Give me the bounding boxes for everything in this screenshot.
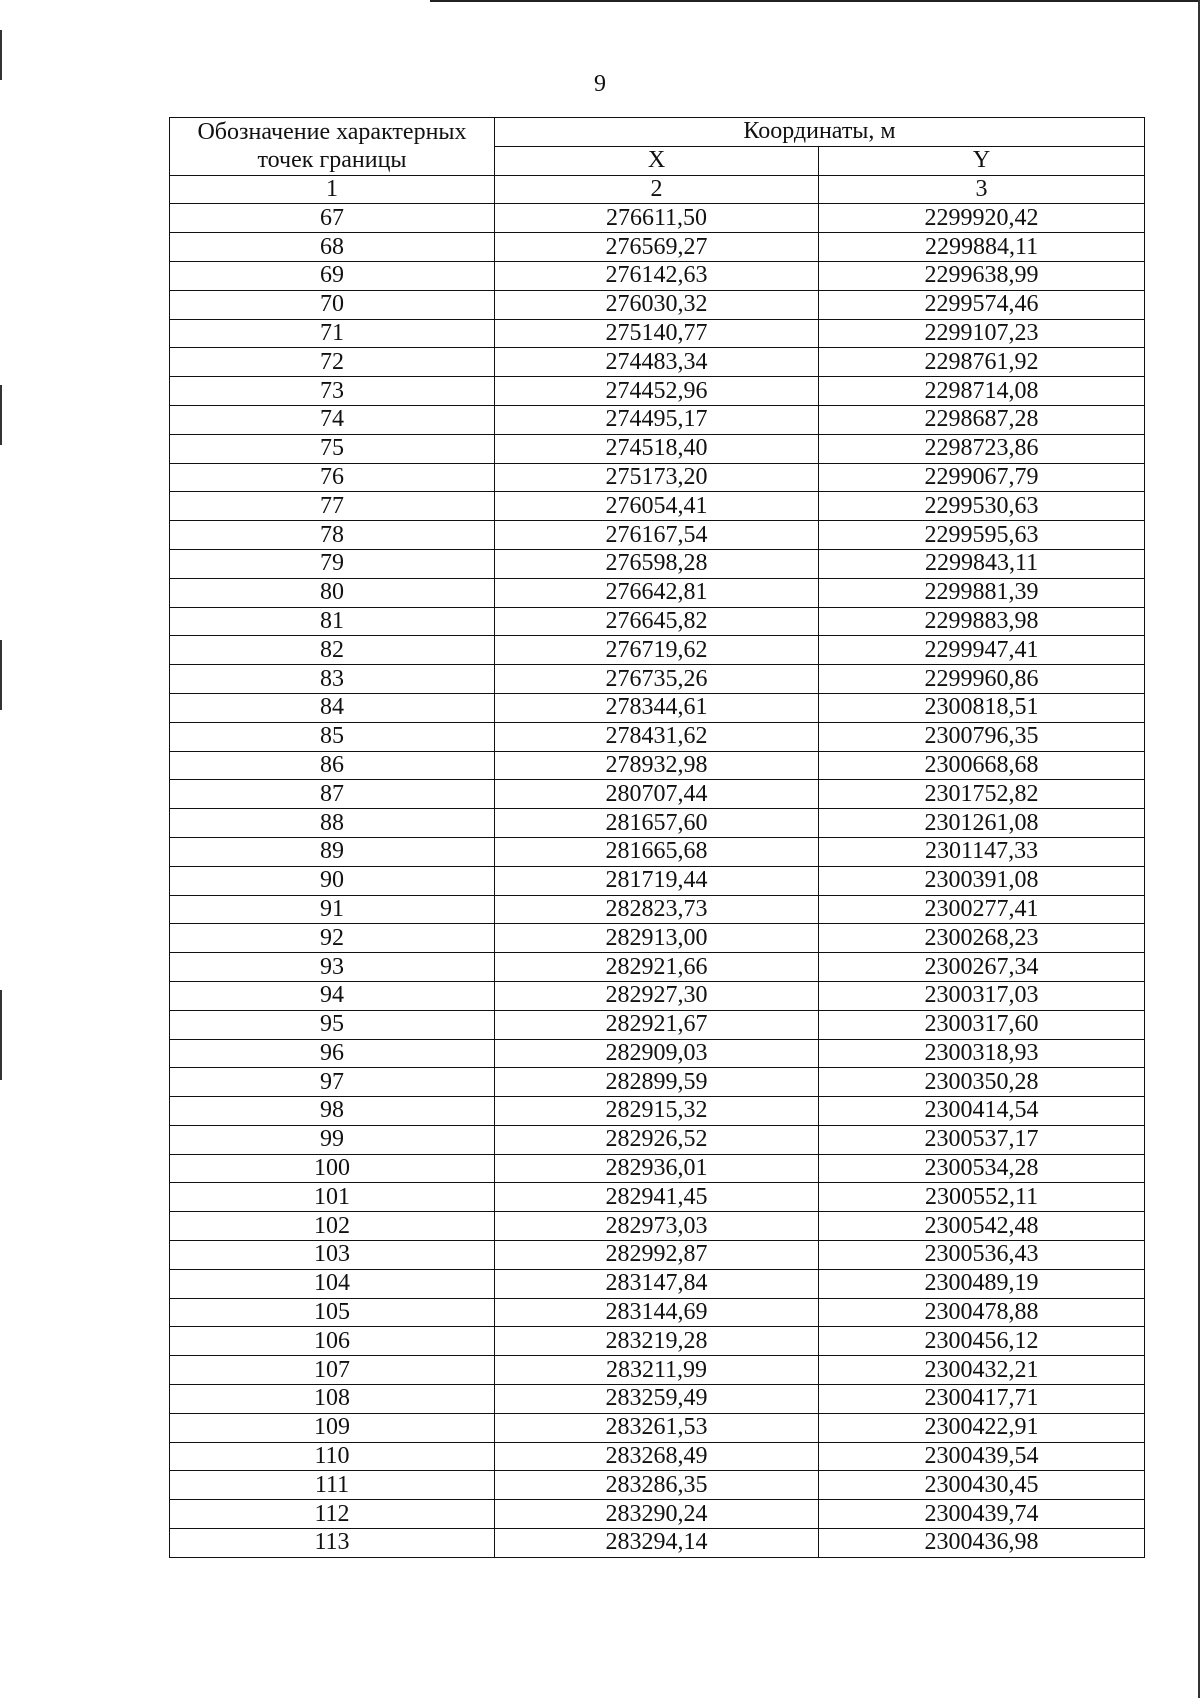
x-coordinate-cell: 282899,59 [495,1068,819,1097]
x-coordinate-cell: 282823,73 [495,895,819,924]
x-coordinate-cell: 276569,27 [495,233,819,262]
table-row [170,693,1145,722]
y-coordinate-cell: 2300268,23 [819,924,1145,953]
table-row [170,204,1145,233]
point-number-cell: 108 [170,1385,495,1414]
y-coordinate-cell: 2299884,11 [819,233,1145,262]
y-coordinate-cell: 2299883,98 [819,607,1145,636]
y-coordinate-cell: 2300277,41 [819,895,1145,924]
point-number-cell: 68 [170,233,495,262]
point-number-cell: 98 [170,1097,495,1126]
point-number-cell: 73 [170,377,495,406]
table-row [170,981,1145,1010]
table-row [170,837,1145,866]
table-row [170,578,1145,607]
x-coordinate-cell: 274495,17 [495,405,819,434]
table-row [170,463,1145,492]
y-coordinate-cell: 2298714,08 [819,377,1145,406]
table-row [170,1039,1145,1068]
point-number-cell: 111 [170,1471,495,1500]
table-row [170,607,1145,636]
point-number-cell: 83 [170,665,495,694]
point-number-cell: 112 [170,1500,495,1529]
x-coordinate-cell: 283261,53 [495,1413,819,1442]
table-body [170,204,1145,1557]
x-coordinate-cell: 274452,96 [495,377,819,406]
y-coordinate-cell: 2300317,60 [819,1010,1145,1039]
point-number-cell: 70 [170,290,495,319]
y-coordinate-cell: 2299960,86 [819,665,1145,694]
x-coordinate-cell: 276642,81 [495,578,819,607]
y-coordinate-cell: 2300317,03 [819,981,1145,1010]
x-coordinate-cell: 283144,69 [495,1298,819,1327]
x-coordinate-cell: 282909,03 [495,1039,819,1068]
y-coordinate-cell: 2300542,48 [819,1212,1145,1241]
x-coordinate-cell: 283147,84 [495,1269,819,1298]
page-number: 9 [594,71,606,97]
x-coordinate-cell: 276030,32 [495,290,819,319]
y-coordinate-cell: 2300267,34 [819,953,1145,982]
point-number-cell: 85 [170,722,495,751]
y-coordinate-cell: 2300489,19 [819,1269,1145,1298]
y-coordinate-cell: 2300422,91 [819,1413,1145,1442]
table-row [170,953,1145,982]
x-coordinate-cell: 282915,32 [495,1097,819,1126]
y-coordinate-cell: 2300414,54 [819,1097,1145,1126]
table-row [170,722,1145,751]
point-number-cell: 88 [170,809,495,838]
point-number-cell: 84 [170,693,495,722]
x-coordinate-cell: 282926,52 [495,1125,819,1154]
point-number-cell: 75 [170,434,495,463]
point-number-cell: 82 [170,636,495,665]
y-coordinate-cell: 2300436,98 [819,1529,1145,1558]
y-coordinate-cell: 2299920,42 [819,204,1145,233]
scan-border-left-mark [0,385,2,445]
x-coordinate-cell: 275173,20 [495,463,819,492]
y-coordinate-cell: 2300537,17 [819,1125,1145,1154]
column-number: 3 [819,175,1145,204]
table-row [170,895,1145,924]
point-number-cell: 92 [170,924,495,953]
y-coordinate-cell: 2300478,88 [819,1298,1145,1327]
table-row [170,1529,1145,1558]
point-number-cell: 99 [170,1125,495,1154]
y-coordinate-cell: 2300552,11 [819,1183,1145,1212]
y-coordinate-cell: 2300439,54 [819,1442,1145,1471]
x-header: X [495,146,819,175]
point-number-cell: 106 [170,1327,495,1356]
x-coordinate-cell: 283219,28 [495,1327,819,1356]
table-row [170,319,1145,348]
x-coordinate-cell: 274483,34 [495,348,819,377]
y-coordinate-cell: 2301147,33 [819,837,1145,866]
table-row [170,1413,1145,1442]
point-number-cell: 113 [170,1529,495,1558]
table-row [170,665,1145,694]
x-coordinate-cell: 283286,35 [495,1471,819,1500]
y-coordinate-cell: 2300391,08 [819,866,1145,895]
table-row [170,261,1145,290]
y-coordinate-cell: 2301261,08 [819,809,1145,838]
x-coordinate-cell: 283259,49 [495,1385,819,1414]
point-number-cell: 102 [170,1212,495,1241]
table-row [170,1442,1145,1471]
x-coordinate-cell: 283211,99 [495,1356,819,1385]
table-row [170,348,1145,377]
x-coordinate-cell: 276142,63 [495,261,819,290]
x-coordinate-cell: 283268,49 [495,1442,819,1471]
x-coordinate-cell: 276598,28 [495,549,819,578]
table-row [170,1500,1145,1529]
y-coordinate-cell: 2299595,63 [819,521,1145,550]
y-coordinate-cell: 2298761,92 [819,348,1145,377]
column-number: 1 [170,175,495,204]
header-row-1 [170,118,1145,147]
point-number-cell: 91 [170,895,495,924]
point-number-cell: 109 [170,1413,495,1442]
y-coordinate-cell: 2300536,43 [819,1241,1145,1270]
coordinates-header: Координаты, м [495,118,1145,147]
y-coordinate-cell: 2300430,45 [819,1471,1145,1500]
x-coordinate-cell: 278344,61 [495,693,819,722]
scan-border-top [430,0,1200,2]
point-number-cell: 80 [170,578,495,607]
x-coordinate-cell: 282973,03 [495,1212,819,1241]
x-coordinate-cell: 276645,82 [495,607,819,636]
x-coordinate-cell: 278932,98 [495,751,819,780]
y-coordinate-cell: 2299881,39 [819,578,1145,607]
x-coordinate-cell: 281665,68 [495,837,819,866]
point-number-cell: 86 [170,751,495,780]
table-row [170,751,1145,780]
x-coordinate-cell: 282936,01 [495,1154,819,1183]
x-coordinate-cell: 276735,26 [495,665,819,694]
point-number-cell: 101 [170,1183,495,1212]
point-number-cell: 97 [170,1068,495,1097]
table-row [170,521,1145,550]
point-number-cell: 110 [170,1442,495,1471]
x-coordinate-cell: 280707,44 [495,780,819,809]
point-number-cell: 107 [170,1356,495,1385]
table-row [170,549,1145,578]
table-row [170,1068,1145,1097]
point-number-cell: 69 [170,261,495,290]
scan-border-left-mark [0,990,2,1080]
table-row [170,636,1145,665]
y-coordinate-cell: 2300668,68 [819,751,1145,780]
x-coordinate-cell: 282921,66 [495,953,819,982]
point-number-cell: 76 [170,463,495,492]
point-number-cell: 79 [170,549,495,578]
table-row [170,492,1145,521]
point-number-cell: 93 [170,953,495,982]
y-coordinate-cell: 2299574,46 [819,290,1145,319]
table-row [170,233,1145,262]
point-number-cell: 94 [170,981,495,1010]
x-coordinate-cell: 276719,62 [495,636,819,665]
y-coordinate-cell: 2300350,28 [819,1068,1145,1097]
point-designation-header: Обозначение характерных точек границы [170,118,495,176]
table-row [170,405,1145,434]
column-number: 2 [495,175,819,204]
point-number-cell: 89 [170,837,495,866]
column-number-row [170,175,1145,204]
table-row [170,866,1145,895]
y-coordinate-cell: 2298687,28 [819,405,1145,434]
point-number-cell: 67 [170,204,495,233]
point-number-cell: 78 [170,521,495,550]
table-row [170,1356,1145,1385]
y-coordinate-cell: 2298723,86 [819,434,1145,463]
y-coordinate-cell: 2301752,82 [819,780,1145,809]
y-coordinate-cell: 2300534,28 [819,1154,1145,1183]
table-row [170,1183,1145,1212]
point-number-cell: 87 [170,780,495,809]
point-number-cell: 96 [170,1039,495,1068]
x-coordinate-cell: 282927,30 [495,981,819,1010]
table-row [170,1097,1145,1126]
table-row [170,809,1145,838]
point-number-cell: 95 [170,1010,495,1039]
table-row [170,1385,1145,1414]
x-coordinate-cell: 276167,54 [495,521,819,550]
point-number-cell: 72 [170,348,495,377]
point-number-cell: 74 [170,405,495,434]
y-coordinate-cell: 2299638,99 [819,261,1145,290]
y-coordinate-cell: 2300818,51 [819,693,1145,722]
x-coordinate-cell: 278431,62 [495,722,819,751]
point-number-cell: 104 [170,1269,495,1298]
table-row [170,434,1145,463]
y-coordinate-cell: 2299107,23 [819,319,1145,348]
x-coordinate-cell: 282913,00 [495,924,819,953]
table-row [170,1298,1145,1327]
table-row [170,1010,1145,1039]
point-number-cell: 71 [170,319,495,348]
scan-border-left-mark [0,640,2,710]
y-coordinate-cell: 2299947,41 [819,636,1145,665]
table-row [170,1269,1145,1298]
table-row [170,1212,1145,1241]
y-header: Y [819,146,1145,175]
y-coordinate-cell: 2300417,71 [819,1385,1145,1414]
x-coordinate-cell: 276611,50 [495,204,819,233]
y-coordinate-cell: 2300432,21 [819,1356,1145,1385]
table-row [170,1125,1145,1154]
table-row [170,290,1145,319]
point-number-cell: 105 [170,1298,495,1327]
x-coordinate-cell: 282941,45 [495,1183,819,1212]
x-coordinate-cell: 281657,60 [495,809,819,838]
x-coordinate-cell: 275140,77 [495,319,819,348]
x-coordinate-cell: 283290,24 [495,1500,819,1529]
table-row [170,1327,1145,1356]
y-coordinate-cell: 2299843,11 [819,549,1145,578]
x-coordinate-cell: 282921,67 [495,1010,819,1039]
y-coordinate-cell: 2300796,35 [819,722,1145,751]
y-coordinate-cell: 2300318,93 [819,1039,1145,1068]
x-coordinate-cell: 276054,41 [495,492,819,521]
point-number-cell: 90 [170,866,495,895]
y-coordinate-cell: 2299067,79 [819,463,1145,492]
x-coordinate-cell: 281719,44 [495,866,819,895]
y-coordinate-cell: 2299530,63 [819,492,1145,521]
table-row [170,1154,1145,1183]
y-coordinate-cell: 2300456,12 [819,1327,1145,1356]
point-number-cell: 77 [170,492,495,521]
table-header [170,118,1145,204]
point-number-cell: 81 [170,607,495,636]
table-row [170,924,1145,953]
x-coordinate-cell: 274518,40 [495,434,819,463]
table-row [170,1471,1145,1500]
table-row [170,1241,1145,1270]
coordinates-table [169,117,1145,1558]
y-coordinate-cell: 2300439,74 [819,1500,1145,1529]
point-number-cell: 100 [170,1154,495,1183]
point-number-cell: 103 [170,1241,495,1270]
x-coordinate-cell: 283294,14 [495,1529,819,1558]
table-row [170,377,1145,406]
table-row [170,780,1145,809]
x-coordinate-cell: 282992,87 [495,1241,819,1270]
